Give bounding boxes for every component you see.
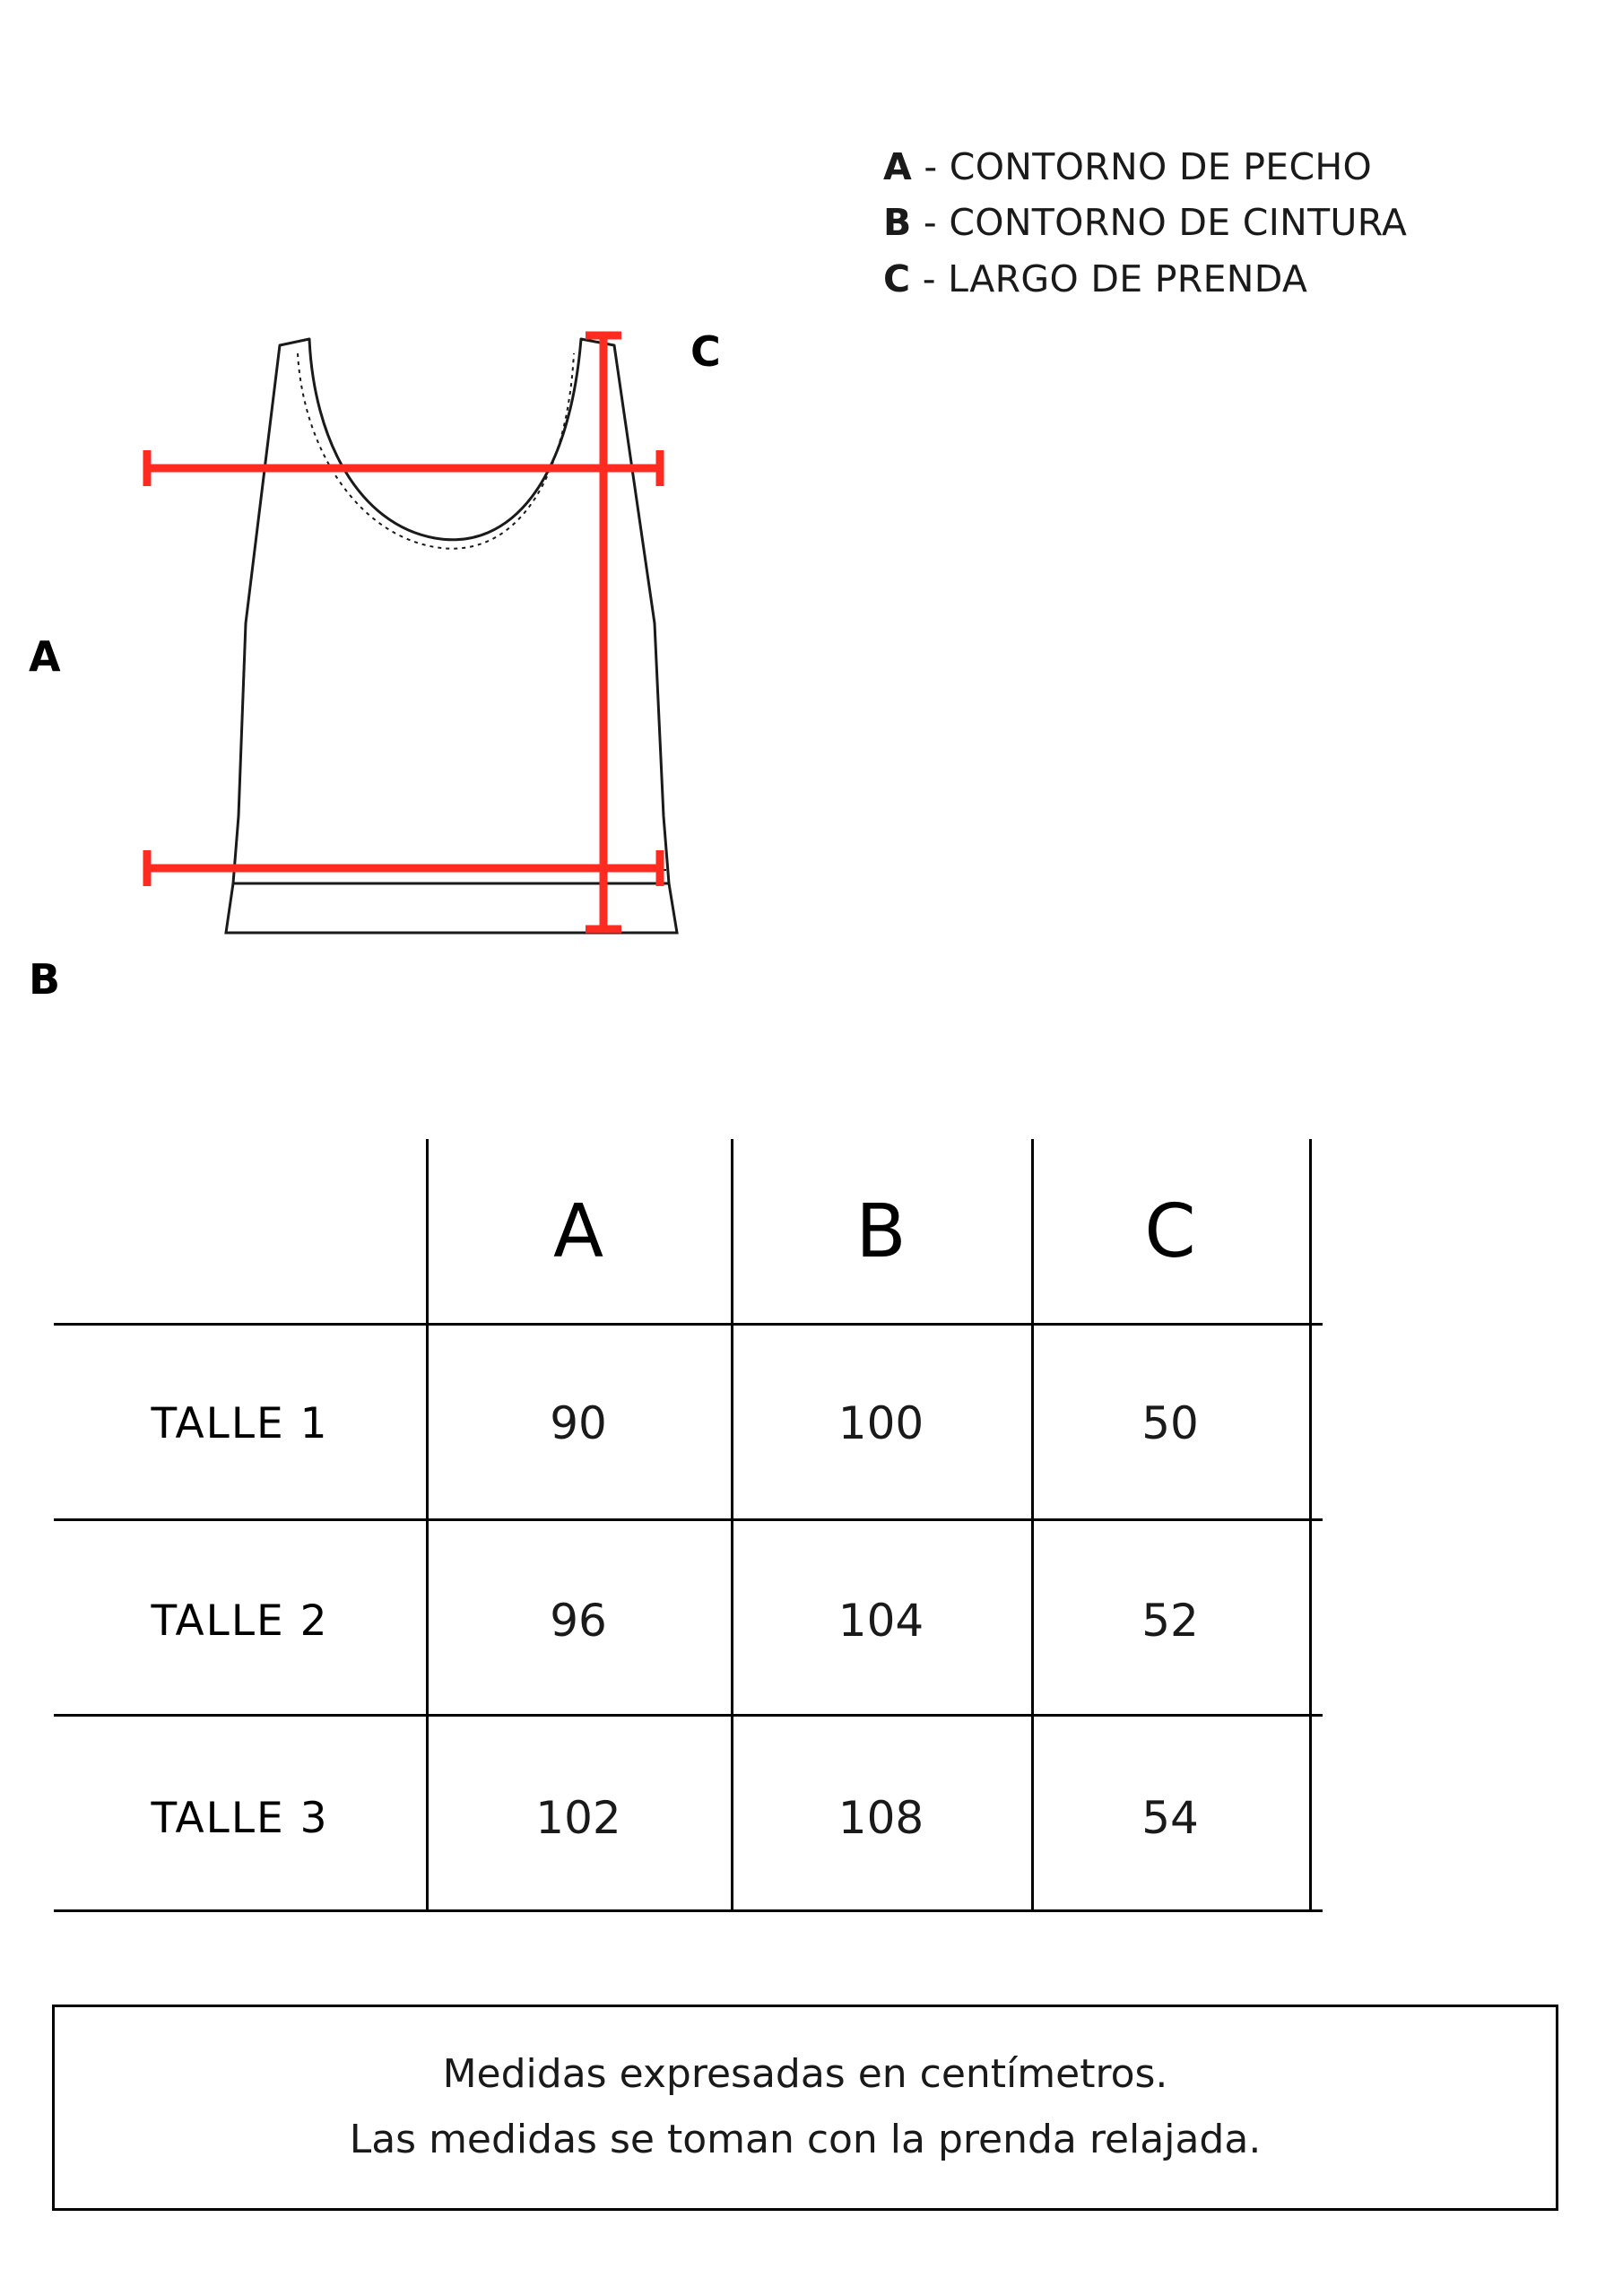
table-row bbox=[54, 1325, 1323, 1522]
table-rule-2 bbox=[54, 1518, 1323, 1521]
table-col-rule-2 bbox=[731, 1139, 733, 1909]
table-rule-4 bbox=[54, 1909, 1323, 1912]
size-table bbox=[54, 1139, 1323, 1917]
cell-talle-1-c: 50 bbox=[1141, 1397, 1199, 1449]
legend-key-c: C bbox=[883, 257, 911, 300]
legend bbox=[883, 139, 1565, 307]
legend-item-c bbox=[883, 251, 1565, 307]
table-col-rule-3 bbox=[1031, 1139, 1034, 1909]
cell-talle-2-c: 52 bbox=[1141, 1595, 1199, 1647]
cell-talle-1-a: 90 bbox=[550, 1397, 607, 1449]
legend-text-c: LARGO DE PRENDA bbox=[948, 257, 1308, 300]
legend-sep-c: - bbox=[910, 257, 949, 300]
table-row bbox=[54, 1522, 1323, 1719]
table-rule-3 bbox=[54, 1714, 1323, 1717]
row-label-talle-3: TALLE 3 bbox=[151, 1793, 329, 1843]
header-cell-c: C bbox=[1144, 1189, 1196, 1274]
cell-talle-2-b: 104 bbox=[837, 1595, 924, 1647]
legend-text-b: CONTORNO DE CINTURA bbox=[949, 201, 1408, 245]
legend-key-b: B bbox=[883, 201, 912, 245]
table-header-row bbox=[54, 1139, 1323, 1325]
size-table-wrapper bbox=[54, 1139, 1323, 1910]
size-table-body bbox=[54, 1325, 1323, 1917]
table-rule-1 bbox=[54, 1323, 1323, 1326]
note-box bbox=[52, 2005, 1558, 2211]
diagram-label-a: A bbox=[29, 632, 61, 681]
cell-talle-3-a: 102 bbox=[535, 1792, 621, 1844]
row-label-talle-1: TALLE 1 bbox=[151, 1398, 329, 1448]
cell-talle-3-c: 54 bbox=[1141, 1792, 1199, 1844]
note-line-1: Medidas expresadas en centímetros. bbox=[442, 2051, 1168, 2098]
size-table-head bbox=[54, 1139, 1323, 1325]
diagram-label-c: C bbox=[690, 327, 721, 376]
table-col-rule-4 bbox=[1309, 1139, 1312, 1909]
legend-text-a: CONTORNO DE PECHO bbox=[949, 145, 1373, 188]
diagram-label-b: B bbox=[29, 955, 61, 1004]
cell-talle-3-b: 108 bbox=[837, 1792, 924, 1844]
cell-talle-2-a: 96 bbox=[550, 1595, 607, 1647]
legend-sep-a: - bbox=[912, 145, 950, 188]
legend-key-a: A bbox=[883, 145, 913, 188]
table-col-rule-1 bbox=[426, 1139, 429, 1909]
tank-top-illustration bbox=[126, 314, 861, 1121]
legend-item-b bbox=[883, 195, 1565, 250]
header-cell-a: A bbox=[552, 1189, 604, 1274]
header-cell-b: B bbox=[855, 1189, 907, 1274]
header-cell-blank bbox=[54, 1139, 426, 1325]
cell-talle-1-b: 100 bbox=[837, 1397, 924, 1449]
table-row bbox=[54, 1719, 1323, 1917]
note-line-2: Las medidas se toman con la prenda relajada. bbox=[349, 2117, 1262, 2162]
legend-item-a bbox=[883, 139, 1565, 195]
legend-sep-b: - bbox=[911, 201, 950, 245]
row-label-talle-2: TALLE 2 bbox=[151, 1596, 329, 1646]
